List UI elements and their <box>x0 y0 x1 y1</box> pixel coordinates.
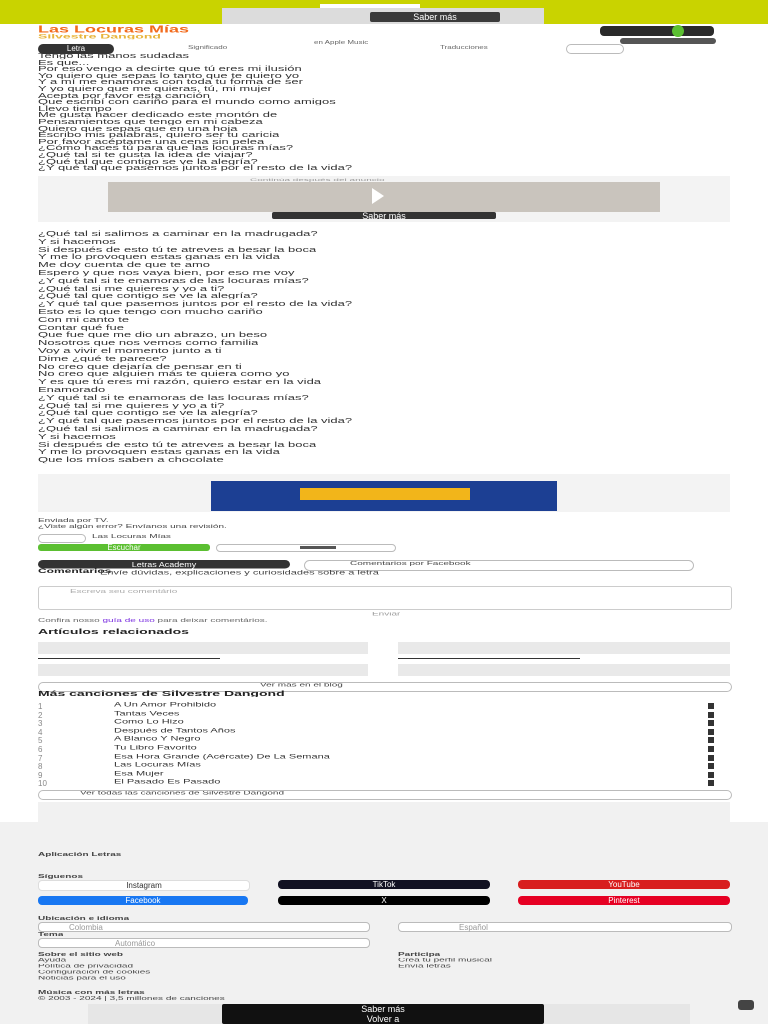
lyric-line: Y me lo provoquen estas ganas en la vida <box>38 448 280 456</box>
back-top-label: Volver a <box>366 1014 400 1024</box>
bottom-ad-cta[interactable] <box>222 1004 544 1024</box>
ad-label: Continúa después del anuncio <box>250 178 385 182</box>
lyric-line: Que escribí con cariño para el mundo como amigos <box>38 98 336 106</box>
comment-placeholder: Escreva seu comentário <box>70 589 178 595</box>
more-options-icon[interactable] <box>708 780 714 786</box>
lyric-line: Quiero que sepas que en una hoja <box>38 124 238 132</box>
song-number: 1 <box>38 702 43 711</box>
lyric-line: Si después de esto tú te atreves a besar la boca <box>38 245 317 253</box>
guide-note <box>38 618 268 624</box>
lyric-line: Enamorado <box>38 386 106 394</box>
lyric-line: Y me lo provoquen estas ganas en la vida <box>38 253 280 261</box>
footer-link[interactable]: Política de privacidad <box>38 964 134 969</box>
lyric-line: Esto es lo que tengo con mucho cariño <box>38 308 263 316</box>
footer-participate: Participa <box>398 952 441 958</box>
lyric-line: ¿Qué tal si me quieres y yo a ti? <box>38 284 225 292</box>
lyric-line: Me gusta hacer dedicado este montón de <box>38 111 278 119</box>
lyric-line: Nosotros que nos vemos como familia <box>38 339 259 347</box>
song-number: 7 <box>38 753 43 763</box>
lyric-line: ¿Y qué tal que pasemos juntos por el resto de la vida? <box>38 164 353 172</box>
more-blog-label: Ver más en el blog <box>260 683 343 688</box>
translation-select[interactable] <box>566 44 624 54</box>
footer-app-title[interactable]: Aplicación Letras <box>38 852 122 858</box>
footer-link[interactable]: Noticias para el uso <box>38 976 126 981</box>
lyric-line: Escribo mis palabras, quiero ser tu caricia <box>38 131 280 139</box>
lyric-line: ¿Qué tal si salimos a caminar en la madrugada? <box>38 425 318 433</box>
pinterest-button[interactable] <box>518 896 730 905</box>
guide-pre: Confira nosso <box>38 618 100 624</box>
tiktok-label: TikTok <box>372 880 396 889</box>
more-options-icon[interactable] <box>708 720 714 726</box>
song-number: 8 <box>38 762 43 772</box>
lyric-line: Contar qué fue <box>38 323 125 331</box>
related-card-1[interactable] <box>38 642 368 654</box>
lyric-line: Espero y que nos vaya bien, por eso me voy <box>38 269 295 277</box>
song-list-item[interactable] <box>38 711 714 719</box>
share-chip-fill <box>300 546 336 549</box>
footer-link[interactable]: Crea tu perfil musical <box>398 958 492 963</box>
instagram-button[interactable] <box>38 880 250 891</box>
song-list-item[interactable] <box>38 779 714 787</box>
pinterest-label: Pinterest <box>608 896 640 905</box>
artist-name[interactable]: Silvestre Dangond <box>38 33 161 40</box>
song-title-link[interactable]: Esa Mujer <box>114 770 164 777</box>
lyric-line: ¿Qué tal que contigo se ve la alegría? <box>38 157 258 165</box>
song-title-link[interactable]: A Blanco Y Negro <box>114 736 201 743</box>
song-number: 2 <box>38 710 43 720</box>
lyric-line: Dime ¿qué te parece? <box>38 354 167 362</box>
song-list-item[interactable] <box>38 719 714 727</box>
bottom-ad-cta-label: Saber más <box>361 1004 405 1014</box>
footer-link[interactable]: Configuración de cookies <box>38 970 151 975</box>
lyric-line: Y es que tú eres mi razón, quiero estar en la vida <box>38 378 322 386</box>
album-label: en Apple Music <box>314 40 369 46</box>
facebook-label: Facebook <box>125 896 161 905</box>
song-title-link[interactable]: Esa Hora Grande (Acércate) De La Semana <box>114 753 330 760</box>
lyric-line: Es que... <box>38 58 90 66</box>
song-number: 4 <box>38 727 43 737</box>
lyric-line: Y si hacemos <box>38 432 116 440</box>
more-songs-heading: Más canciones de Silvestre Dangond <box>38 690 285 697</box>
footer-follow: Síguenos <box>38 874 84 880</box>
song-title: Las Locuras Mías <box>38 24 190 34</box>
lyric-line: ¿Qué tal si me quieres y yo a ti? <box>38 401 225 409</box>
song-title-link[interactable]: Después de Tantos Años <box>114 727 236 734</box>
footer-stats-title: Música con más letras <box>38 990 145 996</box>
more-options-icon[interactable] <box>708 772 714 778</box>
guide-link[interactable]: guía de uso <box>102 618 155 624</box>
language-value: Español <box>459 923 488 932</box>
language-select[interactable] <box>398 922 732 932</box>
more-options-icon[interactable] <box>708 737 714 743</box>
footer-about: Sobre el sitio web <box>38 952 124 958</box>
lyric-line: Con mi canto te <box>38 315 130 323</box>
comments-heading: Comentarios <box>38 568 112 574</box>
youtube-button[interactable] <box>518 880 730 889</box>
lyric-line: Acepta por favor esta canción <box>38 91 210 99</box>
lyric-line: ¿Y qué tal que pasemos juntos por el resto de la vida? <box>38 300 353 308</box>
player-progress[interactable] <box>620 38 716 44</box>
theme-value: Automático <box>115 939 156 948</box>
song-list-item[interactable] <box>38 728 714 736</box>
send-button[interactable]: Enviar <box>372 612 401 617</box>
song-title-link[interactable]: A Un Amor Prohibido <box>114 702 217 709</box>
country-select[interactable] <box>38 922 370 932</box>
song-list-item[interactable] <box>38 745 714 753</box>
ad-video[interactable] <box>108 182 660 212</box>
song-list-item[interactable] <box>38 771 714 779</box>
play-icon[interactable] <box>672 25 684 37</box>
lyric-line: ¿Qué tal que contigo se ve la alegría? <box>38 409 258 417</box>
lyric-line: Que fue que me dio un abrazo, un beso <box>38 331 268 339</box>
lyric-line: ¿Y qué tal que pasemos juntos por el resto de la vida? <box>38 417 353 425</box>
lyric-line: Por eso vengo a decirte que tú eres mi ilusión <box>38 65 302 73</box>
related-heading: Artículos relacionados <box>38 628 189 635</box>
sent-by: Enviada por TV. <box>38 518 109 524</box>
related-card-1-rule <box>38 658 220 659</box>
footer-theme-label: Tema <box>38 932 64 938</box>
lyric-line: Me doy cuenta de que te amo <box>38 261 211 269</box>
footer-link[interactable]: Envía letras <box>398 964 451 969</box>
more-options-icon[interactable] <box>708 755 714 761</box>
lyric-line: Que los míos saben a chocolate <box>38 456 224 464</box>
footer-link[interactable]: Ayuda <box>38 958 67 963</box>
tab-traducciones[interactable]: Traducciones <box>440 45 488 51</box>
lyric-line: ¿Y qué tal si te enamoras de las locuras mías? <box>38 276 309 284</box>
song-chip-label: Las Locuras Mías <box>92 534 171 540</box>
related-card-3[interactable] <box>38 664 368 676</box>
lyric-line: Y a mí me enamoras con toda tu forma de ser <box>38 78 303 86</box>
footer-stats: © 2003 - 2024 | 3,5 millones de canciones <box>38 996 225 1002</box>
instagram-label: Instagram <box>126 881 162 890</box>
facebook-button[interactable] <box>38 896 248 905</box>
song-list-item[interactable] <box>38 762 714 770</box>
lyric-line: ¿Qué tal si te gusta la idea de viajar? <box>38 151 253 159</box>
lyric-line: Llevo tiempo <box>38 104 112 112</box>
lyric-line: ¿Y qué tal si te enamoras de las locuras mías? <box>38 393 309 401</box>
song-title-link[interactable]: Tu Libro Favorito <box>114 745 197 752</box>
x-label: X <box>381 896 387 905</box>
guide-post: para deixar comentários. <box>157 618 268 624</box>
tiktok-button[interactable] <box>278 880 490 889</box>
close-icon[interactable] <box>738 1000 754 1010</box>
artist-avatar[interactable] <box>600 26 714 36</box>
country-value: Colombia <box>69 923 103 932</box>
youtube-label: YouTube <box>608 880 640 889</box>
top-ad-cta-button[interactable]: Saber más <box>370 12 500 22</box>
tab-facebook-comments-label: Comentarios por Facebook <box>350 561 471 567</box>
listen-button[interactable]: Escuchar <box>38 544 210 551</box>
x-button[interactable] <box>278 896 490 905</box>
related-card-2-rule <box>398 658 580 659</box>
more-options-icon[interactable] <box>708 746 714 752</box>
related-card-4[interactable] <box>398 664 730 676</box>
lyric-line: Y si hacemos <box>38 237 116 245</box>
lyric-line: Por favor acéptame una cena sin pelea <box>38 137 265 145</box>
lyric-line: No creo que dejaría de pensar en ti <box>38 362 242 370</box>
song-number: 10 <box>38 779 47 789</box>
song-number: 6 <box>38 745 43 754</box>
song-title-link[interactable]: Tantas Veces <box>114 710 180 717</box>
more-options-icon[interactable] <box>708 729 714 735</box>
lyric-line: Y yo quiero que me quieras, tú, mi mujer <box>38 85 272 93</box>
song-list-item[interactable] <box>38 702 714 710</box>
song-list-item[interactable] <box>38 754 714 762</box>
lyric-line: Si después de esto tú te atreves a besar la boca <box>38 440 317 448</box>
ad-cta-button[interactable]: Saber más <box>272 212 496 219</box>
lyric-line: Voy a vivir el momento junto a ti <box>38 347 222 355</box>
comments-subtitle: Envíe dúvidas, explicaciones y curiosidades sobre a letra <box>100 570 379 577</box>
ad-banner-accent <box>300 488 470 500</box>
song-title-link[interactable]: El Pasado Es Pasado <box>114 779 221 786</box>
lyric-line: ¿Cómo haces tú para que las locuras mías? <box>38 144 294 152</box>
lyric-line: ¿Qué tal que contigo se ve la alegría? <box>38 292 258 300</box>
song-title-link[interactable]: Como Lo Hizo <box>114 719 184 726</box>
lyric-line: Pensamientos que tengo en mi cabeza <box>38 118 263 126</box>
video-play-icon[interactable] <box>372 188 384 204</box>
lyric-line: ¿Qué tal si salimos a caminar en la madrugada? <box>38 230 318 238</box>
lyric-line: Yo quiero que sepas lo tanto que te quiero yo <box>38 71 300 79</box>
all-songs-label: Ver todas las canciones de Silvestre Dangond <box>80 791 285 796</box>
tab-letra[interactable]: Letra <box>38 44 114 54</box>
related-card-2[interactable] <box>398 642 730 654</box>
more-options-icon[interactable] <box>708 763 714 769</box>
lyric-line: No creo que alguien más te quiera como yo <box>38 370 290 378</box>
more-options-icon[interactable] <box>708 712 714 718</box>
footer-location: Ubicación e idioma <box>38 916 130 922</box>
theme-select[interactable] <box>38 938 370 948</box>
tab-significado[interactable]: Significado <box>188 45 228 51</box>
more-options-icon[interactable] <box>708 703 714 709</box>
song-number: 5 <box>38 736 43 746</box>
song-number: 3 <box>38 719 43 729</box>
review-link[interactable]: ¿Viste algún error? Envíanos una revisión. <box>38 524 227 530</box>
song-chip[interactable] <box>38 534 86 543</box>
song-number: 9 <box>38 770 43 780</box>
lyric-line: Tengo las manos sudadas <box>38 52 190 60</box>
song-list-item[interactable] <box>38 736 714 744</box>
tab-letras-academy[interactable]: Letras Academy <box>38 560 290 569</box>
song-title-link[interactable]: Las Locuras Mías <box>114 762 201 769</box>
